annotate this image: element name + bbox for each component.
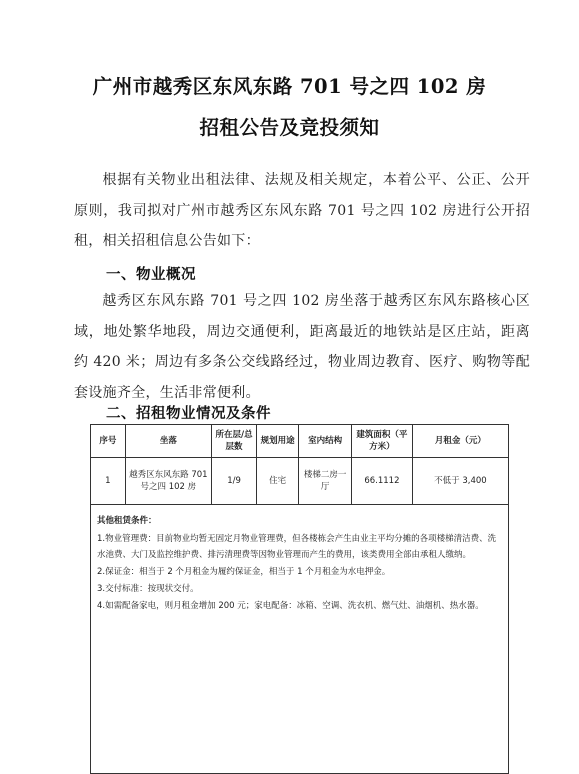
header-structure: 室内结构 [299, 425, 352, 458]
cell-location: 越秀区东风东路 701 号之四 102 房 [125, 458, 211, 505]
conditions-row [91, 505, 509, 774]
document-subtitle: 招租公告及竞投须知 [199, 116, 380, 139]
rental-table [90, 424, 509, 774]
cell-floor: 1/9 [211, 458, 256, 505]
cell-use: 住宅 [257, 458, 299, 505]
conditions-title: 其他租赁条件： [97, 516, 157, 526]
cell-area: 66.1112 [352, 458, 413, 505]
cell-structure: 楼梯二房一厅 [299, 458, 352, 505]
condition-item: 2.保证金：相当于 2 个月租金为履约保证金，相当于 1 个月租金为水电押金。 [97, 567, 391, 577]
intro-text: 根据有关物业出租法律、法规及相关规定，本着公平、公正、公开原则，我司拟对广州市越秀区东风东路 701 号之四 102 房进行公开招租，相关招租信息公告如下： [74, 172, 530, 249]
document-title: 广州市越秀区东风东路 701 号之四 102 房 [92, 75, 487, 98]
cell-seq: 1 [91, 458, 126, 505]
table-header-row [91, 425, 509, 458]
condition-item: 3.交付标准：按现状交付。 [97, 584, 199, 594]
section1-heading: 一、物业概况 [106, 267, 196, 283]
header-location: 坐落 [125, 425, 211, 458]
header-area: 建筑面积（平方米） [352, 425, 413, 458]
table-row [91, 458, 509, 505]
header-seq: 序号 [91, 425, 126, 458]
section2-heading: 二、招租物业情况及条件 [106, 406, 271, 422]
condition-item: 4.如需配备家电，则月租金增加 200 元；家电配备：冰箱、空调、洗衣机、燃气灶、油烟机、热水器。 [97, 601, 484, 611]
cell-rent: 不低于 3,400 [412, 458, 508, 505]
condition-item: 1.物业管理费：目前物业均暂无固定月物业管理费，但各楼栋会产生由业主平均分摊的各项楼梯清洁费、洗水池费、大门及监控维护费、排污清理费等因物业管理而产生的费用，该类费用全部由承租人缴纳。 [97, 534, 497, 560]
intro-paragraph [74, 165, 530, 257]
conditions-cell [91, 505, 509, 774]
section1-text: 越秀区东风东路 701 号之四 102 房坐落于越秀区东风东路核心区域，地处繁华地段，周边交通便利，距离最近的地铁站是区庄站，距离约 420 米；周边有多条公交线路经过，物业周边教育、医疗、购物等配套设施齐全，生活非常便利。 [74, 293, 530, 401]
section1-paragraph [74, 286, 530, 408]
header-use: 规划用途 [257, 425, 299, 458]
header-rent: 月租金（元） [412, 425, 508, 458]
header-floor: 所在层/总层数 [211, 425, 256, 458]
